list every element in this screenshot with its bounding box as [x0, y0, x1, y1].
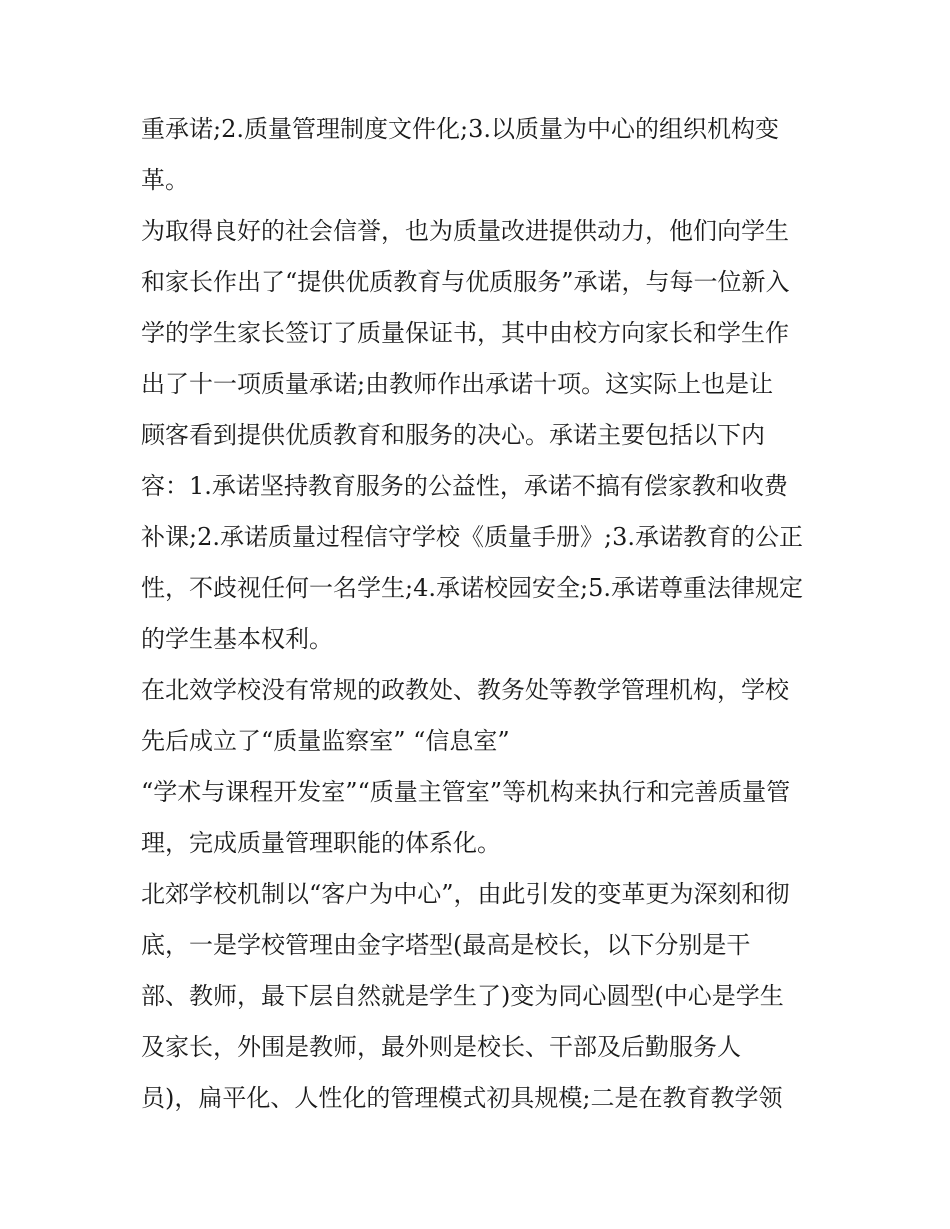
text-line: 先后成立了“质量监察室” “信息室” — [141, 727, 510, 755]
text-line: “学术与课程开发室”“质量主管室”等机构来执行和完善质量管 — [141, 778, 791, 806]
text-line: 顾客看到提供优质教育和服务的决心。承诺主要包括以下内 — [141, 421, 765, 449]
text-line: 北郊学校机制以“客户为中心”，由此引发的变革更为深刻和彻 — [141, 880, 790, 908]
text-line: 容：1.承诺坚持教育服务的公益性，承诺不搞有偿家教和收费 — [141, 472, 788, 500]
text-line: 及家长，外围是教师，最外则是校长、干部及后勤服务人 — [141, 1033, 741, 1061]
text-line: 在北效学校没有常规的政教处、教务处等教学管理机构，学校 — [141, 676, 789, 704]
text-line: 性，不歧视任何一名学生;4.承诺校园安全;5.承诺尊重法律规定 — [141, 574, 803, 602]
text-line: 学的学生家长签订了质量保证书，其中由校方向家长和学生作 — [141, 319, 789, 347]
text-line: 的学生基本权利。 — [141, 625, 333, 653]
text-line: 理，完成质量管理职能的体系化。 — [141, 829, 501, 857]
text-line: 革。 — [141, 166, 189, 194]
body-text — [141, 104, 821, 1124]
text-line: 底，一是学校管理由金字塔型(最高是校长，以下分别是干 — [141, 931, 751, 959]
text-line: 补课;2.承诺质量过程信守学校《质量手册》;3.承诺教育的公正 — [141, 523, 803, 551]
text-line: 重承诺;2.质量管理制度文件化;3.以质量为中心的组织机构变 — [141, 115, 779, 143]
text-line: 和家长作出了“提供优质教育与优质服务”承诺，与每一位新入 — [141, 268, 790, 296]
text-line: 出了十一项质量承诺;由教师作出承诺十项。这实际上也是让 — [141, 370, 774, 398]
text-line: 员)，扁平化、人性化的管理模式初具规模;二是在教育教学领 — [141, 1084, 783, 1112]
text-line: 部、教师，最下层自然就是学生了)变为同心圆型(中心是学生 — [141, 982, 784, 1010]
text-line: 为取得良好的社会信誉，也为质量改进提供动力，他们向学生 — [141, 217, 789, 245]
